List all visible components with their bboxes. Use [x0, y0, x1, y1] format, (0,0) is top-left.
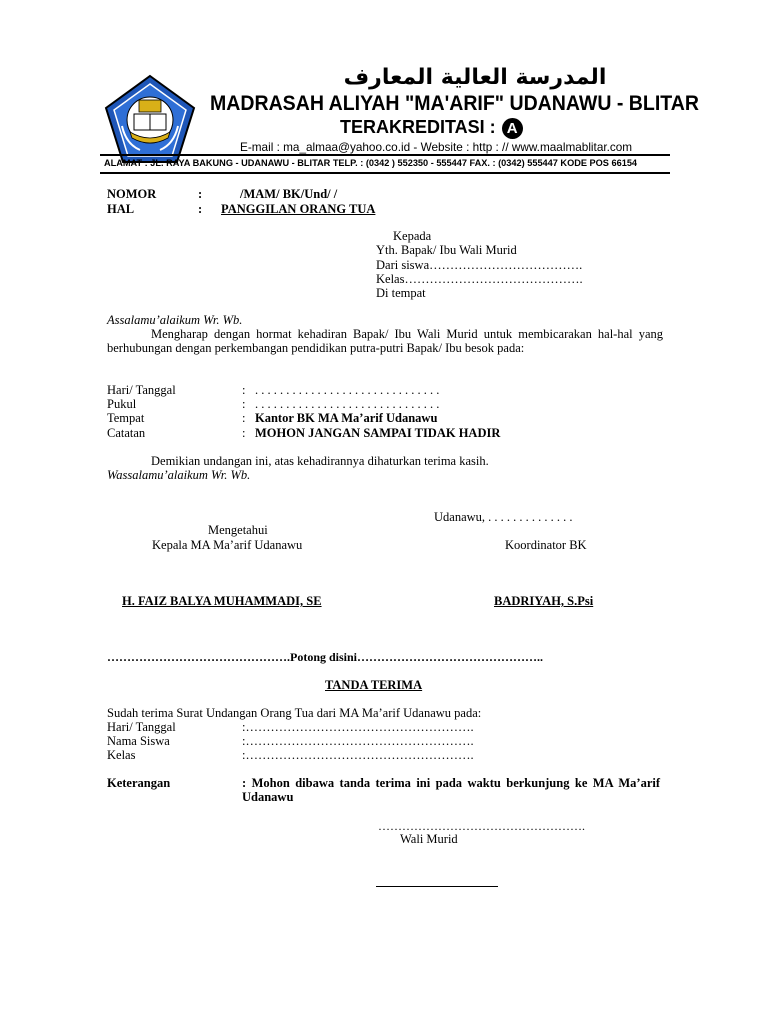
- receipt-intro: Sudah terima Surat Undangan Orang Tua dari MA Ma’arif Udanawu pada:: [107, 706, 482, 720]
- place-date: Udanawu, . . . . . . . . . . . . . .: [434, 510, 573, 524]
- school-name: MADRASAH ALIYAH "MA'ARIF" UDANAWU - BLITAR: [210, 92, 699, 115]
- hal-separator: :: [198, 202, 203, 216]
- divider: [100, 172, 670, 174]
- school-address: ALAMAT : JL. RAYA BAKUNG - UDANAWU - BLITAR TELP. : (0342 ) 552350 - 555447 FAX. : (0342) 555447 KODE POS 66154: [104, 158, 638, 168]
- receipt-value-class: :……………………………………………….: [242, 748, 474, 762]
- invitation-paragraph: Mengharap dengan hormat kehadiran Bapak/ Ibu Wali Murid untuk membicarakan hal-hal yang berhubungan dengan perkembangan pendidikan putra-putri Bapak/ Ibu besok pada:: [107, 327, 663, 355]
- keterangan-text: : Mohon dibawa tanda terima ini pada waktu berkunjung ke MA Ma’arif Udanawu: [242, 776, 660, 804]
- coordinator-name: BADRIYAH, S.Psi: [494, 594, 594, 608]
- contact-info: E-mail : ma_almaa@yahoo.co.id - Website : http : // www.maalmablitar.com: [240, 140, 633, 154]
- accreditation-label: TERAKREDITASI :: [340, 117, 496, 137]
- principal-name: H. FAIZ BALYA MUHAMMADI, SE: [122, 594, 322, 608]
- hal-value: PANGGILAN ORANG TUA: [221, 202, 376, 216]
- receipt-title: TANDA TERIMA: [325, 678, 423, 692]
- nomor-value: /MAM/ BK/Und/ /: [240, 187, 338, 201]
- recipient-student: Dari siswa……………………………….: [376, 258, 583, 272]
- divider: [100, 154, 670, 156]
- accreditation-grade-badge: A: [502, 118, 523, 139]
- detail-label-date: Hari/ Tanggal: [107, 383, 176, 397]
- detail-sep: :: [242, 426, 246, 440]
- receipt-label-student: Nama Siswa: [107, 734, 170, 748]
- detail-value-note: MOHON JANGAN SAMPAI TIDAK HADIR: [255, 426, 501, 440]
- recipient-place: Di tempat: [376, 286, 426, 300]
- detail-label-time: Pukul: [107, 397, 137, 411]
- guardian-title: Wali Murid: [400, 832, 458, 846]
- detail-value-date: . . . . . . . . . . . . . . . . . . . . . . . . . . . . . .: [255, 383, 440, 397]
- nomor-separator: :: [198, 187, 203, 201]
- mengetahui-label: Mengetahui: [208, 523, 268, 537]
- nomor-label: NOMOR: [107, 187, 157, 201]
- recipient-class: Kelas…………………………………….: [376, 272, 583, 286]
- detail-sep: :: [242, 397, 246, 411]
- keterangan-label: Keterangan: [107, 776, 171, 790]
- guardian-signature-line: [376, 886, 498, 887]
- receipt-label-date: Hari/ Tanggal: [107, 720, 176, 734]
- detail-sep: :: [242, 383, 246, 397]
- detail-label-place: Tempat: [107, 411, 145, 425]
- detail-sep: :: [242, 411, 246, 425]
- detail-value-place: Kantor BK MA Ma’arif Udanawu: [255, 411, 438, 425]
- greeting: Assalamu’alaikum Wr. Wb.: [107, 313, 243, 327]
- hal-label: HAL: [107, 202, 135, 216]
- detail-value-time: . . . . . . . . . . . . . . . . . . . . . . . . . . . . . .: [255, 397, 440, 411]
- closing-text: Demikian undangan ini, atas kehadirannya dihaturkan terima kasih.: [151, 454, 489, 468]
- receipt-value-date: :……………………………………………….: [242, 720, 474, 734]
- principal-title: Kepala MA Ma’arif Udanawu: [152, 538, 303, 552]
- detail-label-note: Catatan: [107, 426, 146, 440]
- closing-greeting: Wassalamu’alaikum Wr. Wb.: [107, 468, 251, 482]
- recipient-line: Yth. Bapak/ Ibu Wali Murid: [376, 243, 517, 257]
- letterhead: [100, 62, 699, 182]
- arabic-school-name: المدرسة العالية المعارف: [343, 65, 607, 90]
- school-emblem-logo: [104, 74, 196, 164]
- guardian-signature-dots: …………………………………………….: [378, 819, 585, 833]
- coordinator-title: Koordinator BK: [505, 538, 587, 552]
- recipient-kepada: Kepada: [393, 229, 432, 243]
- receipt-label-class: Kelas: [107, 748, 136, 762]
- receipt-value-student: :……………………………………………….: [242, 734, 474, 748]
- accreditation: [340, 117, 523, 139]
- cut-line: ……………………………………….Potong disini………………………………………..: [107, 650, 544, 664]
